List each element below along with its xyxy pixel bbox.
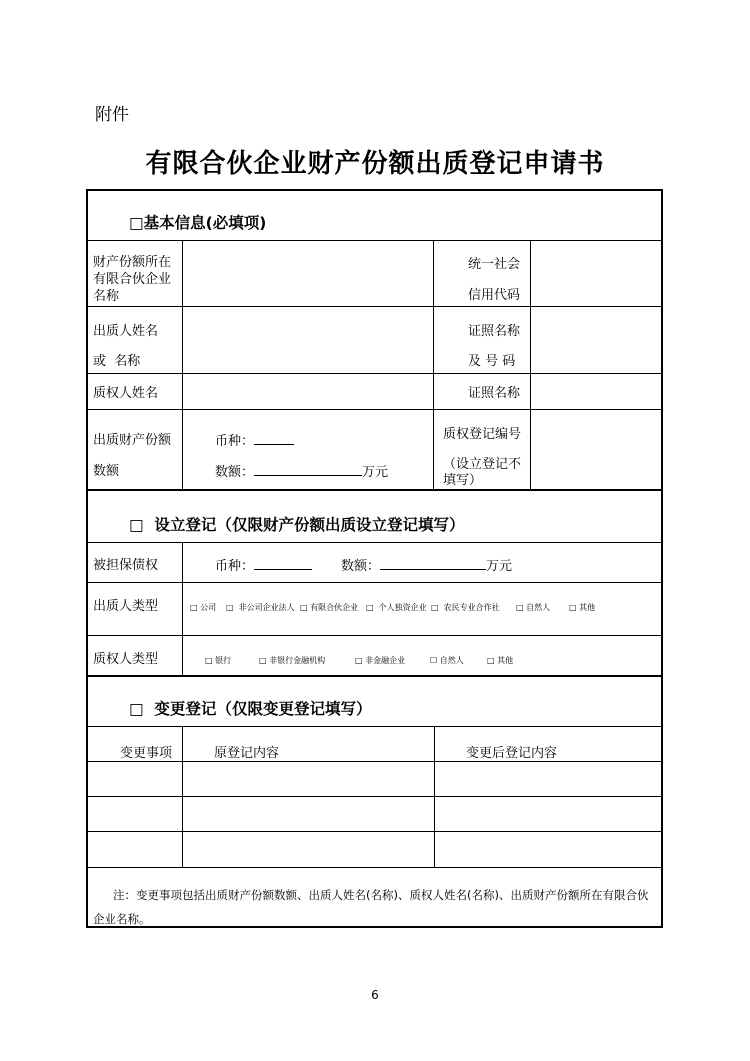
pledgee-type-other[interactable]: □ 其他 xyxy=(487,656,514,665)
pledgor-type-company[interactable]: □ 公司 xyxy=(190,603,217,612)
document-title: 有限合伙企业财产份额出质登记申请书 xyxy=(145,149,605,179)
column-divider xyxy=(182,542,183,675)
application-form xyxy=(86,189,663,928)
col-original-content: 原登记内容 xyxy=(214,746,280,761)
currency-label: 币种： xyxy=(215,434,255,449)
pledgee-name-label: 质权人姓名 xyxy=(93,386,159,401)
section-establishment-heading: □ 设立登记（仅限财产份额出质设立登记填写） xyxy=(129,516,465,534)
secured-claim-amount xyxy=(341,558,512,575)
pledgor-type-sole-proprietorship[interactable]: □ 个人独资企业 xyxy=(366,603,427,612)
row-divider xyxy=(88,726,661,727)
section-basic-info-heading: □基本信息(必填项) xyxy=(129,214,267,232)
amount-blank[interactable] xyxy=(254,464,362,476)
secured-claim-label: 被担保债权 xyxy=(93,558,159,573)
row-divider xyxy=(88,831,661,832)
currency-field xyxy=(215,433,294,450)
pledgee-type-natural-person[interactable]: ☐ 自然人 xyxy=(430,656,464,665)
enterprise-name-label-line2: 有限合伙企业 xyxy=(93,272,172,287)
column-divider xyxy=(530,240,531,489)
attachment-label: 附件 xyxy=(95,105,129,125)
row-divider xyxy=(88,306,661,307)
amount-unit: 万元 xyxy=(362,465,389,480)
pledge-amount-label-line1: 出质财产份额 xyxy=(93,433,172,448)
section-divider xyxy=(88,489,661,491)
pledgor-name-label-line2: 或 名称 xyxy=(93,354,141,369)
pledgor-type-cooperative[interactable]: □ 农民专业合作社 xyxy=(431,603,500,612)
row-divider xyxy=(88,635,661,636)
pledgor-type-other[interactable]: □ 其他 xyxy=(569,603,596,612)
column-divider xyxy=(182,240,183,489)
amount-field xyxy=(215,464,388,481)
currency-blank[interactable] xyxy=(254,433,294,445)
row-divider xyxy=(88,796,661,797)
cert-label-line2: 及 号 码 xyxy=(468,354,516,369)
secured-claim-currency xyxy=(215,558,312,575)
section-change-heading: □ 变更登记（仅限变更登记填写） xyxy=(129,700,372,718)
pledgor-type-natural-person[interactable]: □ 自然人 xyxy=(516,603,551,612)
credit-code-label-line1: 统一社会 xyxy=(468,257,521,272)
row-divider xyxy=(88,373,661,374)
column-divider xyxy=(433,240,434,489)
credit-code-label-line2: 信用代码 xyxy=(468,288,521,303)
row-divider xyxy=(88,761,661,762)
col-change-item: 变更事项 xyxy=(120,746,173,761)
column-divider xyxy=(182,726,183,867)
row-divider xyxy=(88,867,661,868)
cert-label-line1: 证照名称 xyxy=(468,324,521,339)
reg-number-note-line2: 填写） xyxy=(443,473,483,488)
row-divider xyxy=(88,240,661,241)
col-changed-content: 变更后登记内容 xyxy=(466,746,558,761)
pledgor-type-non-company-legal[interactable]: □ 非公司企业法人 xyxy=(226,603,295,612)
pledgor-type-limited-partnership[interactable]: □ 有限合伙企业 xyxy=(300,603,359,612)
pledge-amount-label-line2: 数额 xyxy=(93,464,120,479)
row-divider xyxy=(88,582,661,583)
reg-number-note-line1: （设立登记不 xyxy=(443,457,522,472)
column-divider xyxy=(434,726,435,867)
enterprise-name-label-line1: 财产份额所在 xyxy=(93,255,172,270)
pledgee-cert-label: 证照名称 xyxy=(468,386,521,401)
pledgee-type-non-bank-financial[interactable]: □ 非银行金融机构 xyxy=(259,656,326,665)
page-number: 6 xyxy=(371,988,379,1002)
amount-label: 数额： xyxy=(215,465,255,480)
row-divider xyxy=(88,409,661,410)
secured-currency-label: 币种： xyxy=(215,559,255,574)
reg-number-label: 质权登记编号 xyxy=(443,427,522,442)
pledgor-type-label: 出质人类型 xyxy=(93,599,159,614)
pledgor-name-label-line1: 出质人姓名 xyxy=(93,324,159,339)
change-note: 注：变更事项包括出质财产份额数额、出质人姓名(名称)、质权人姓名(名称)、出质财产份额所在有限合伙企业名称。 xyxy=(93,888,649,926)
secured-amount-unit: 万元 xyxy=(486,559,513,574)
secured-currency-blank[interactable] xyxy=(254,558,312,570)
secured-amount-label: 数额： xyxy=(341,559,381,574)
pledgee-type-non-financial-enterprise[interactable]: □ 非金融企业 xyxy=(355,656,406,665)
row-divider xyxy=(88,542,661,543)
section-divider xyxy=(88,675,661,677)
pledgee-type-bank[interactable]: □ 银行 xyxy=(205,656,232,665)
pledgee-type-label: 质权人类型 xyxy=(93,652,159,667)
secured-amount-blank[interactable] xyxy=(380,558,486,570)
enterprise-name-label-line3: 名称 xyxy=(93,289,120,304)
